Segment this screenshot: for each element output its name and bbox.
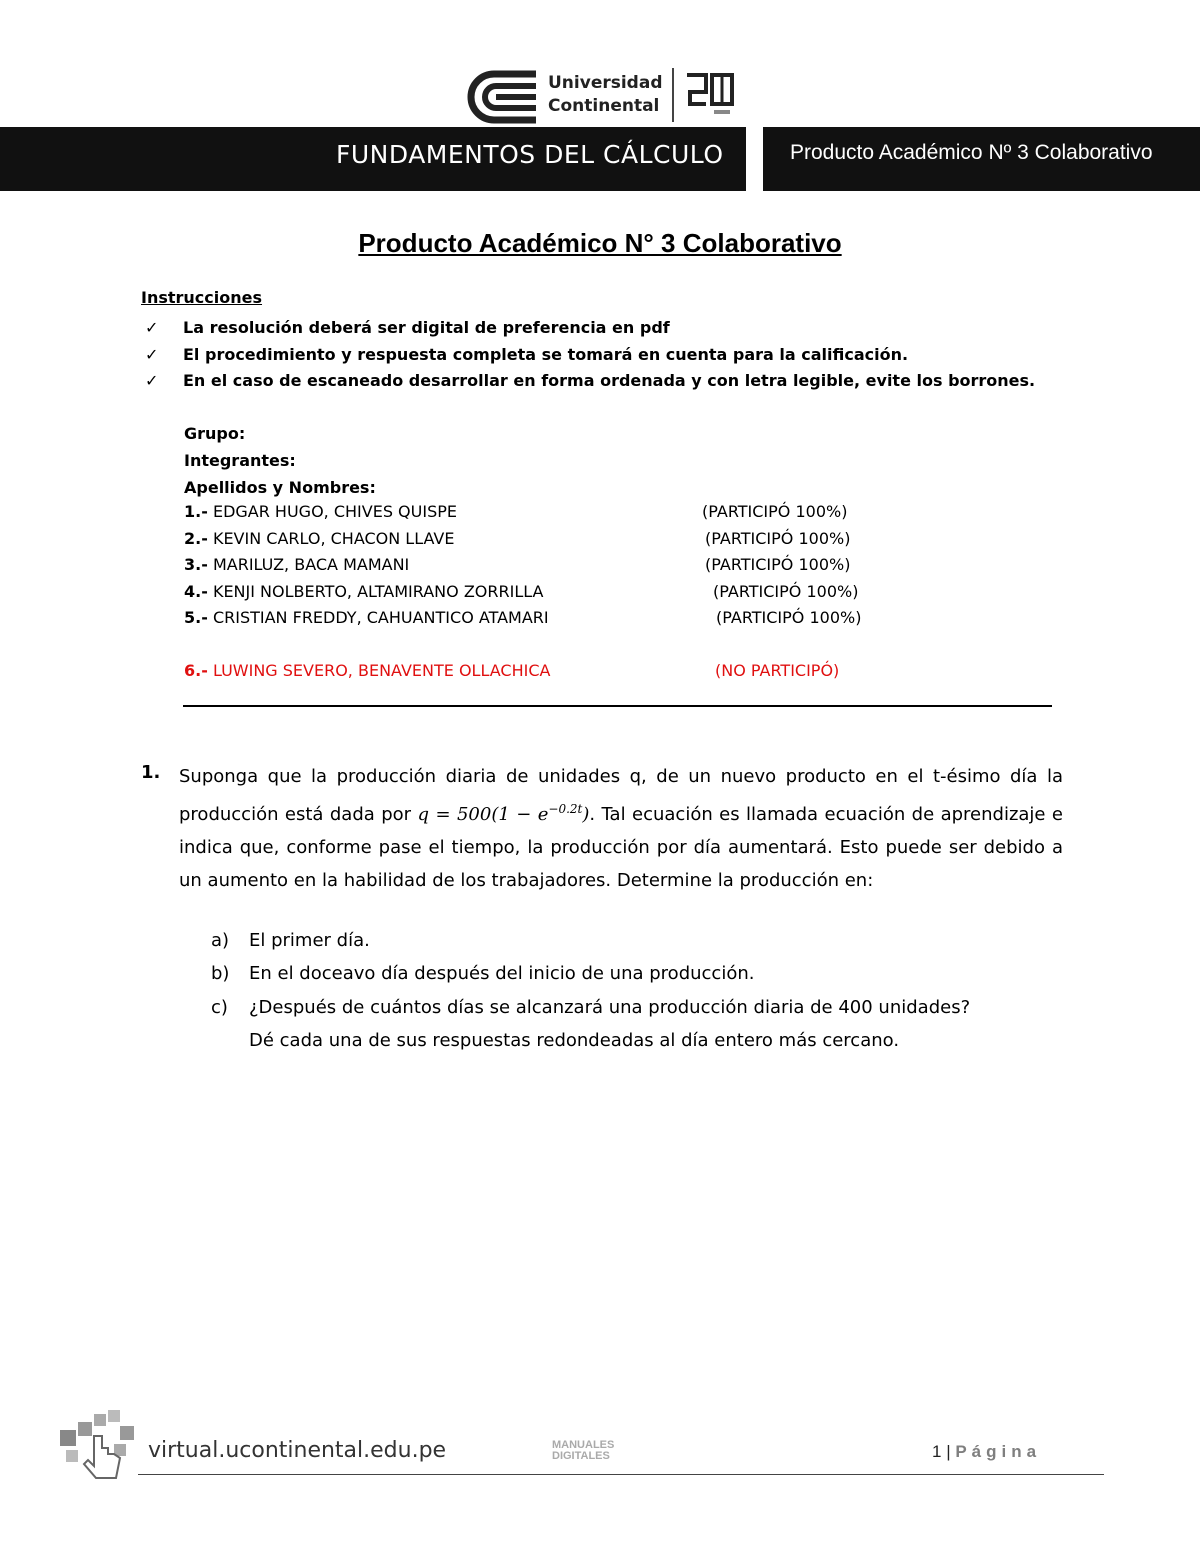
anniversary-20-icon	[684, 72, 738, 122]
logo-divider	[672, 68, 674, 122]
checkmark-icon: ✓	[145, 345, 159, 364]
manuales-digitales-logo: MANUALES DIGITALES	[552, 1439, 615, 1462]
member-status-absent: (NO PARTICIPÓ)	[715, 661, 840, 680]
question-item: a) El primer día.	[211, 930, 370, 951]
uc-logo-icon	[466, 68, 546, 126]
question-number: 1.	[141, 762, 161, 783]
question-formula: $q = 500(1 - e^{-0.2t})$	[417, 802, 590, 825]
names-label: Apellidos y Nombres:	[184, 478, 376, 497]
member-row: 2.- KEVIN CARLO, CHACON LLAVE	[184, 529, 455, 548]
member-row: 5.- CRISTIAN FREDDY, CAHUANTICO ATAMARI	[184, 608, 549, 627]
touch-hand-icon	[58, 1408, 142, 1480]
group-label: Grupo:	[184, 424, 246, 443]
member-row: 3.- MARILUZ, BACA MAMANI	[184, 555, 410, 574]
instruction-item: ✓ El procedimiento y respuesta completa se tomará en cuenta para la calificación.	[145, 345, 909, 364]
instruction-item: ✓ En el caso de escaneado desarrollar en forma ordenada y con letra legible, evite los borrones.	[145, 371, 1036, 390]
logo-line-2: Continental	[548, 96, 660, 116]
member-status: (PARTICIPÓ 100%)	[713, 582, 859, 601]
question-item: c) ¿Después de cuántos días se alcanzará una producción diaria de 400 unidades?	[211, 997, 971, 1018]
course-title: FUNDAMENTOS DEL CÁLCULO	[336, 140, 724, 169]
footer-rule	[138, 1474, 1104, 1475]
member-status: (PARTICIPÓ 100%)	[716, 608, 862, 627]
page-number: 1 | Página	[932, 1442, 1042, 1461]
member-status: (PARTICIPÓ 100%)	[705, 529, 851, 548]
checkmark-icon: ✓	[145, 371, 159, 390]
question-text: Suponga que la producción diaria de unidades q, de un nuevo producto en el t-ésimo día la producción está dada por $q = 500(1 - e^{-0.2t})$. Tal ecuación es llamada ecuación de aprendizaje e indica que, conforme pase el tiempo, la producción por día aumentará. Esto puede ser debido a un aumento en la habilidad de los trabajadores. Determine la producción en:	[179, 766, 1064, 891]
member-row-absent: 6.- LUWING SEVERO, BENAVENTE OLLACHICA	[184, 661, 551, 680]
logo-line-1: Universidad	[548, 73, 663, 93]
member-row: 1.- EDGAR HUGO, CHIVES QUISPE	[184, 502, 457, 521]
member-status: (PARTICIPÓ 100%)	[702, 502, 848, 521]
instructions-heading: Instrucciones	[141, 288, 263, 307]
member-row: 4.- KENJI NOLBERTO, ALTAMIRANO ZORRILLA	[184, 582, 544, 601]
checkmark-icon: ✓	[145, 318, 159, 337]
instruction-item: ✓ La resolución deberá ser digital de preferencia en pdf	[145, 318, 670, 337]
footer-url[interactable]: virtual.ucontinental.edu.pe	[148, 1438, 447, 1463]
section-divider	[183, 705, 1052, 707]
document-title: Producto Académico N° 3 Colaborativo	[358, 228, 842, 258]
members-label: Integrantes:	[184, 451, 296, 470]
question-item: b) En el doceavo día después del inicio de una producción.	[211, 963, 755, 984]
member-status: (PARTICIPÓ 100%)	[705, 555, 851, 574]
question-note: Dé cada una de sus respuestas redondeadas al día entero más cercano.	[249, 1030, 900, 1051]
product-label: Producto Académico Nº 3 Colaborativo	[790, 141, 1153, 164]
logo-wordmark	[548, 72, 662, 118]
